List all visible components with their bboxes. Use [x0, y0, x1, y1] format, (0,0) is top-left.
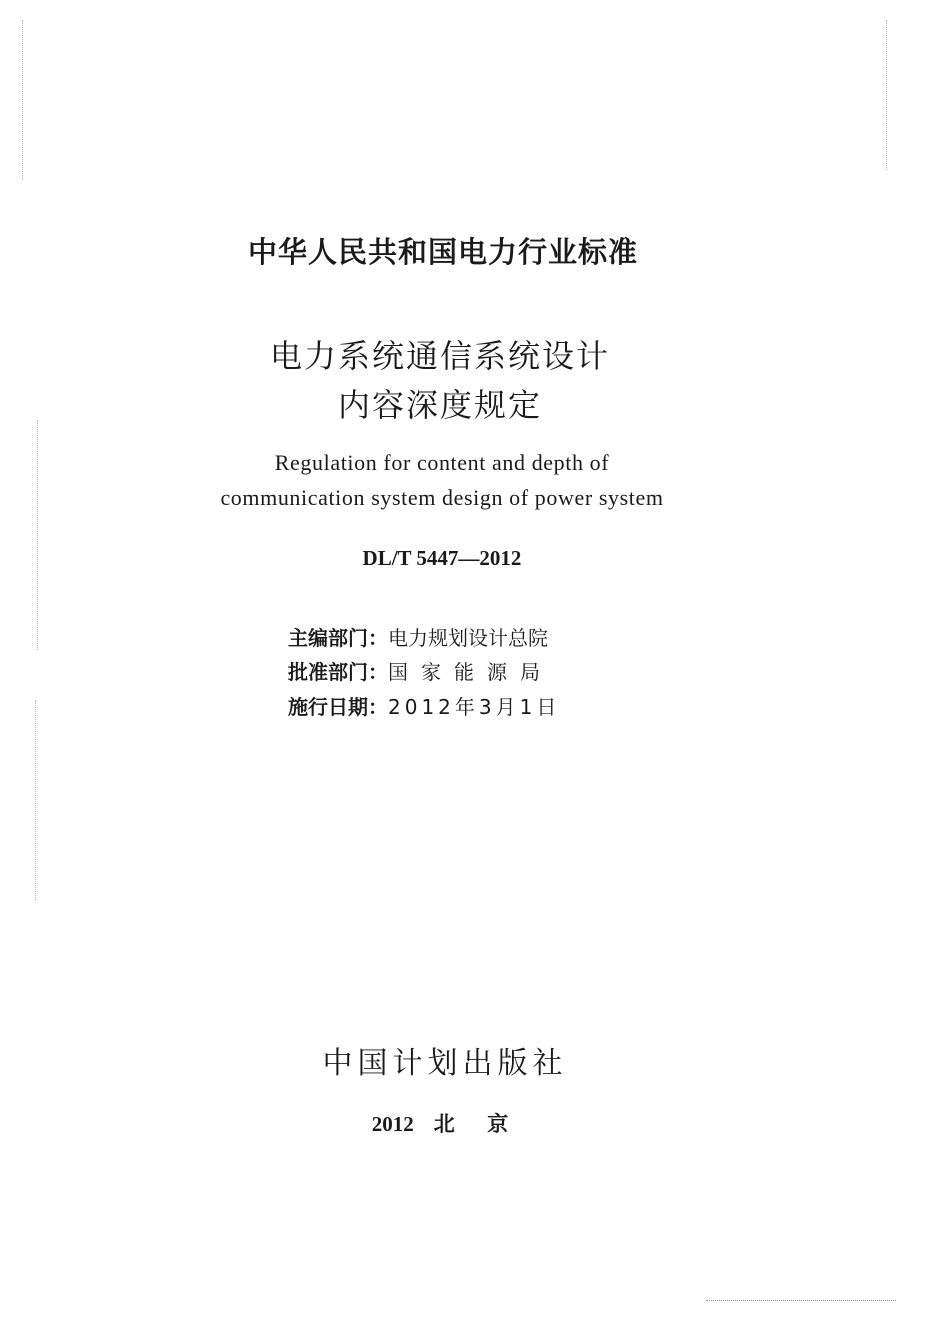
title-en-line-2: communication system design of power system — [220, 485, 664, 510]
title-cn-line-1: 电力系统通信系统设计 — [269, 337, 610, 375]
meta-value: 国家能源局 — [388, 660, 553, 684]
title-en-line-1: Regulation for content and depth of — [274, 450, 610, 475]
publication-line — [0, 1108, 886, 1138]
meta-approval-department — [288, 656, 553, 685]
meta-label: 主编部门： — [288, 626, 388, 650]
scan-margin-dots-left-3 — [35, 700, 36, 900]
scan-margin-dots-right — [886, 20, 887, 170]
meta-value: 2012年3月1日 — [388, 695, 561, 719]
title-cn-line-2: 内容深度规定 — [337, 386, 542, 424]
standard-category: 中华人民共和国电力行业标准 — [247, 235, 638, 269]
standard-number: DL/T 5447—2012 — [362, 546, 522, 570]
meta-label: 批准部门： — [288, 660, 388, 684]
publication-year: 2012 — [371, 1112, 414, 1136]
meta-value: 电力规划设计总院 — [388, 626, 548, 650]
scan-bottom-rule — [706, 1300, 896, 1301]
meta-effective-date — [288, 691, 560, 720]
publication-city: 北 京 — [433, 1112, 515, 1136]
publisher: 中国计划出版社 — [322, 1046, 568, 1081]
meta-editor-department — [288, 622, 548, 651]
scan-margin-dots-left — [22, 20, 23, 180]
meta-label: 施行日期： — [288, 695, 388, 719]
